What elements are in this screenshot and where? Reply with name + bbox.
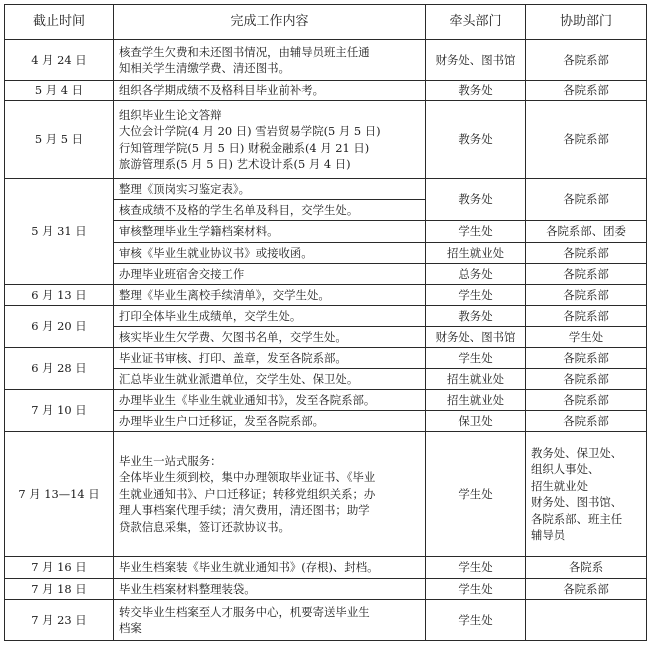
table-row <box>5 306 647 327</box>
assist-dept-cell: 各院系部 <box>526 243 647 264</box>
content-cell: 办理毕业生《毕业生就业通知书》，发至各院系部。 <box>114 390 426 411</box>
assist-dept-cell: 各院系部 <box>526 306 647 327</box>
content-cell: 汇总毕业生就业派遣单位，交学生处、保卫处。 <box>114 369 426 390</box>
content-cell: 毕业证书审核、打印、盖章，发至各院系部。 <box>114 348 426 369</box>
deadline-cell: 5 月 31 日 <box>5 179 114 285</box>
deadline-cell: 6 月 20 日 <box>5 306 114 348</box>
lead-dept-cell: 财务处、图书馆 <box>426 327 526 348</box>
assist-line: 组织人事处、 <box>531 462 600 476</box>
content-cell: 组织各学期成绩不及格科目毕业前补考。 <box>114 81 426 101</box>
assist-dept-cell: 各院系部 <box>526 40 647 81</box>
content-cell <box>114 40 426 81</box>
header-assist-dept: 协助部门 <box>526 5 647 40</box>
table-row <box>5 285 647 306</box>
deadline-cell: 4 月 24 日 <box>5 40 114 81</box>
content-line: 生就业通知书》、户口迁移证；转移党组织关系；办 <box>119 486 376 501</box>
lead-dept-cell: 教务处 <box>426 179 526 221</box>
content-line: 转交毕业生档案至人才服务中心，机要寄送毕业生 <box>119 604 370 619</box>
assist-dept-cell: 各院系部 <box>526 81 647 101</box>
lead-dept-cell: 招生就业处 <box>426 369 526 390</box>
table-row <box>5 600 647 641</box>
content-cell: 办理毕业生户口迁移证，发至各院系部。 <box>114 411 426 432</box>
assist-dept-cell: 各院系部 <box>526 390 647 411</box>
content-cell: 办理毕业班宿舍交接工作 <box>114 264 426 285</box>
content-line: 行知管理学院(5 月 5 日) 财税金融系(4 月 21 日) <box>119 140 370 155</box>
content-line: 知相关学生清缴学费、清还图书。 <box>119 61 290 75</box>
lead-dept-cell: 学生处 <box>426 557 526 579</box>
content-cell: 整理《毕业生离校手续清单》，交学生处。 <box>114 285 426 306</box>
table-row <box>5 40 647 81</box>
content-line: 全体毕业生须到校，集中办理领取毕业证书、《毕业 <box>119 470 376 485</box>
assist-dept-cell: 各院系部 <box>526 179 647 221</box>
assist-dept-cell <box>526 432 647 557</box>
assist-dept-cell <box>526 600 647 641</box>
assist-dept-cell: 各院系部、团委 <box>526 221 647 243</box>
content-line: 贷款信息采集，签订还款协议书。 <box>119 519 290 534</box>
assist-dept-cell: 各院系部 <box>526 369 647 390</box>
graduation-schedule-table <box>4 4 647 641</box>
lead-dept-cell: 教务处 <box>426 306 526 327</box>
header-deadline: 截止时间 <box>5 5 114 40</box>
table-row <box>5 81 647 101</box>
content-cell: 核查成绩不及格的学生名单及科目，交学生处。 <box>114 200 426 221</box>
content-cell <box>114 101 426 179</box>
table-row <box>5 557 647 579</box>
lead-dept-cell: 招生就业处 <box>426 243 526 264</box>
content-cell: 审核《毕业生就业协议书》或接收函。 <box>114 243 426 264</box>
deadline-cell: 6 月 13 日 <box>5 285 114 306</box>
deadline-cell: 5 月 5 日 <box>5 101 114 179</box>
deadline-cell: 5 月 4 日 <box>5 81 114 101</box>
assist-line: 教务处、保卫处、 <box>531 445 623 460</box>
table-row <box>5 390 647 411</box>
lead-dept-cell: 学生处 <box>426 285 526 306</box>
content-cell: 毕业生档案装《毕业生就业通知书》(存根)、封档。 <box>114 557 426 579</box>
lead-dept-cell: 学生处 <box>426 432 526 557</box>
assist-line: 辅导员 <box>531 528 566 542</box>
table-row <box>5 348 647 369</box>
lead-dept-cell: 学生处 <box>426 579 526 600</box>
content-cell: 打印全体毕业生成绩单，交学生处。 <box>114 306 426 327</box>
content-cell: 整理《顶岗实习鉴定表》。 <box>114 179 426 200</box>
content-line: 理人事档案代理手续；清欠费用，清还图书；助学 <box>119 503 370 518</box>
table-row <box>5 579 647 600</box>
lead-dept-cell: 保卫处 <box>426 411 526 432</box>
lead-dept-cell: 教务处 <box>426 101 526 179</box>
assist-dept-cell: 学生处 <box>526 327 647 348</box>
assist-line: 财务处、图书馆、 <box>531 495 623 509</box>
lead-dept-cell: 财务处、图书馆 <box>426 40 526 81</box>
deadline-cell: 6 月 28 日 <box>5 348 114 390</box>
deadline-cell: 7 月 10 日 <box>5 390 114 432</box>
deadline-cell: 7 月 23 日 <box>5 600 114 641</box>
lead-dept-cell: 教务处 <box>426 81 526 101</box>
lead-dept-cell: 学生处 <box>426 221 526 243</box>
assist-dept-cell: 各院系部 <box>526 285 647 306</box>
assist-line: 招生就业处 <box>531 478 588 493</box>
table-row <box>5 101 647 179</box>
lead-dept-cell: 招生就业处 <box>426 390 526 411</box>
lead-dept-cell: 学生处 <box>426 600 526 641</box>
deadline-cell: 7 月 18 日 <box>5 579 114 600</box>
table-row <box>5 432 647 557</box>
content-line: 核查学生欠费和未还图书情况，由辅导员班主任通 <box>119 44 370 59</box>
content-cell <box>114 432 426 557</box>
content-cell: 毕业生档案材料整理装袋。 <box>114 579 426 600</box>
assist-dept-cell: 各院系部 <box>526 411 647 432</box>
content-cell: 核实毕业生欠学费、欠图书名单，交学生处。 <box>114 327 426 348</box>
content-line: 档案 <box>119 621 142 635</box>
header-lead-dept: 牵头部门 <box>426 5 526 40</box>
deadline-cell: 7 月 13—14 日 <box>5 432 114 557</box>
assist-dept-cell: 各院系部 <box>526 348 647 369</box>
table-row <box>5 179 647 200</box>
content-cell <box>114 600 426 641</box>
assist-dept-cell: 各院系 <box>526 557 647 579</box>
content-line: 大位会计学院(4 月 20 日) 雪岩贸易学院(5 月 5 日) <box>119 124 381 138</box>
assist-dept-cell: 各院系部 <box>526 101 647 179</box>
header-content: 完成工作内容 <box>114 5 426 40</box>
lead-dept-cell: 学生处 <box>426 348 526 369</box>
assist-dept-cell: 各院系部 <box>526 264 647 285</box>
assist-line: 各院系部、班主任 <box>531 511 623 526</box>
deadline-cell: 7 月 16 日 <box>5 557 114 579</box>
lead-dept-cell: 总务处 <box>426 264 526 285</box>
content-line: 组织毕业生论文答辩 <box>119 107 222 122</box>
content-cell: 审核整理毕业生学籍档案材料。 <box>114 221 426 243</box>
content-line: 旅游管理系(5 月 5 日) 艺术设计系(5 月 4 日) <box>119 157 351 171</box>
content-line: 毕业生一站式服务： <box>119 453 222 468</box>
assist-dept-cell: 各院系部 <box>526 579 647 600</box>
table-header-row <box>5 5 647 40</box>
